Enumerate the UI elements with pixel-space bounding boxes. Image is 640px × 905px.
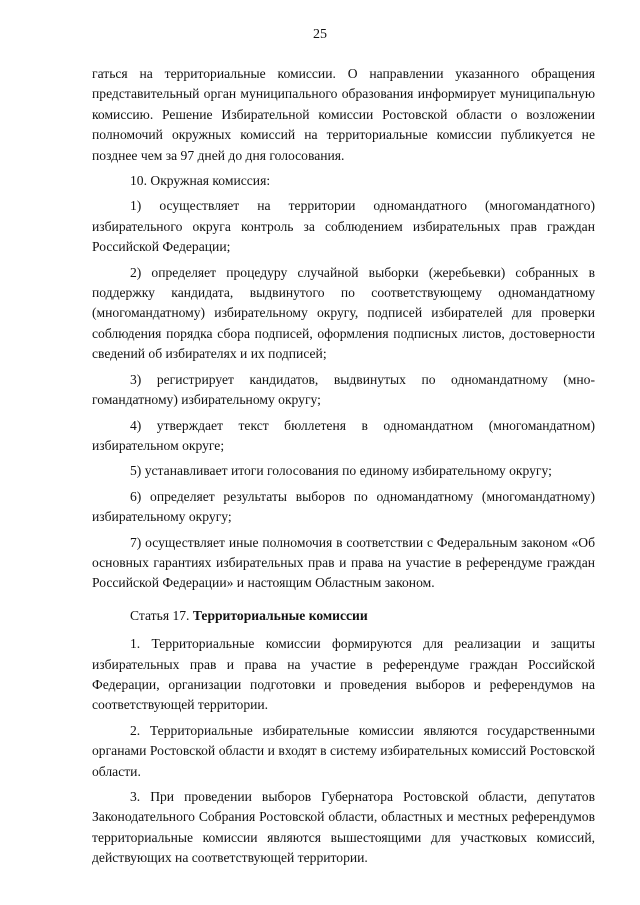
list-item-5: 5) устанавливает итоги голосования по единому избирательному округу; — [130, 463, 552, 479]
article-heading — [92, 606, 595, 626]
document-body — [92, 64, 595, 874]
article-paragraph-3: 3. При проведении выборов Губернатора Ростовской области, депутатов Законодательного Собрания Ростовской области, областных и местных референдумов территориальные комиссии являются вышестоящими для участковых комиссий, действующих на соответствующей территории. — [92, 789, 595, 866]
list-item-7: 7) осуществляет иные полномочия в соответствии с Федеральным законом «Об основных гарантиях избирательных прав и права на участие в референдуме граждан Российской Федерации» и настоящим Областным законом. — [92, 534, 595, 591]
list-item-6: 6) определяет результаты выборов по одномандатному (многомандатному) избирательному округу; — [92, 488, 595, 525]
list-item-3: 3) регистрирует кандидатов, выдвинутых по одномандатному (многомандатному) избирательному округу; — [92, 371, 595, 408]
article-title: Территориальные комиссии — [192, 607, 368, 623]
list-item-2: 2) определяет процедуру случайной выборки (жеребьевки) собранных в поддержку кандидата, выдвинутого по соответствующему одномандатному (многомандатному) избирательному округу, подписей избирателей для проверки соблюдения порядка сбора подписей, оформления подписных листов, достоверности сведений об избирателях и их подписей; — [92, 264, 595, 362]
article-paragraph-2: 2. Территориальные избирательные комиссии являются государственными органами Ростовской области и входят в систему избирательных комиссий Ростовской области. — [92, 722, 595, 779]
article-number: Статья 17. — [130, 607, 193, 623]
paragraph-continuation: гаться на территориальные комиссии. О направлении указанного обращения представительный орган муниципального образования информирует муниципальную комиссию. Решение Избирательной комиссии Ростовской области о возложении полномочий окружных комиссий на территориальные комиссии публикуется не позднее чем за 97 дней до дня голосования. — [92, 66, 595, 163]
article-paragraph-1: 1. Территориальные комиссии формируются для реализации и защиты избирательных прав и права на участие в референдуме граждан Российской Федерации, организации подготовки и проведения выборов и референдумов на соответствующей территории. — [92, 636, 595, 713]
list-item-4: 4) утверждает текст бюллетеня в одномандатном (многомандатном) избирательном округе; — [92, 417, 595, 453]
paragraph-item-10: 10. Окружная комиссия: — [130, 173, 271, 189]
page-number: 25 — [313, 27, 327, 42]
list-item-1: 1) осуществляет на территории одномандатного (многомандатного) избирательного округа контроль за соблюдением избирательных прав граждан Российской Федерации; — [92, 198, 595, 255]
